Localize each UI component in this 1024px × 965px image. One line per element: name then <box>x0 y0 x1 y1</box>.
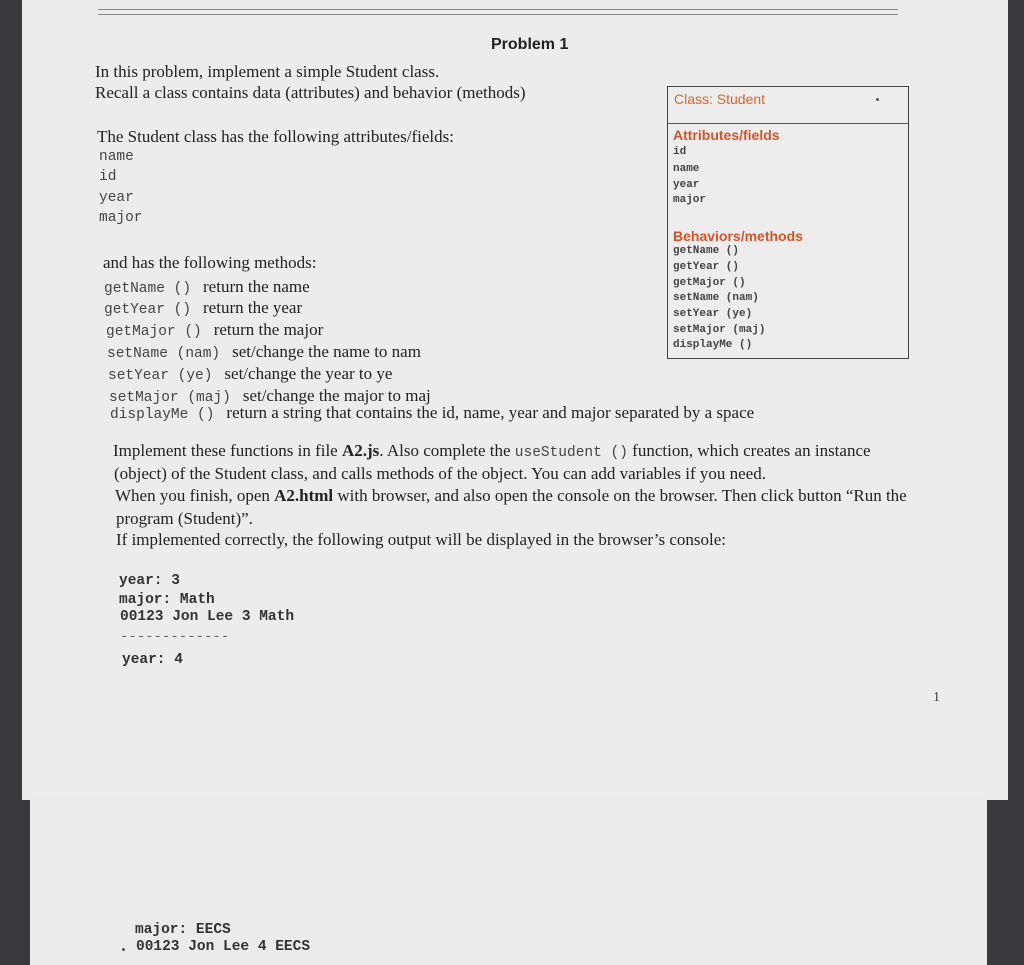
file-name: A2.js <box>341 441 380 460</box>
method-row <box>108 364 392 384</box>
methods-label: Behaviors/methods <box>673 228 803 244</box>
method-signature: getYear () <box>104 302 192 318</box>
attribute-item: id <box>99 169 117 185</box>
class-method: getName () <box>673 245 740 257</box>
class-attribute: name <box>673 163 700 175</box>
intro-line: Recall a class contains data (attributes) and behavior (methods) <box>95 83 526 102</box>
method-signature: getName () <box>104 281 192 297</box>
method-signature: setYear (ye) <box>108 368 213 384</box>
console-output-line: year: 3 <box>119 573 180 589</box>
class-attribute: year <box>673 179 700 191</box>
class-method: getMajor () <box>673 277 746 289</box>
document-page <box>30 796 987 965</box>
instruction-line: program (Student)”. <box>116 509 253 528</box>
attribute-item: major <box>99 210 143 226</box>
method-row <box>110 403 754 423</box>
method-description: return the year <box>203 298 303 317</box>
console-separator: ------------- <box>120 629 230 645</box>
class-attribute: id <box>673 146 687 158</box>
method-description: return the major <box>213 320 324 339</box>
method-row <box>107 342 421 362</box>
page-number: 1 <box>933 690 940 705</box>
method-row <box>104 277 310 297</box>
method-row <box>104 298 302 318</box>
instruction-text: When you finish, open <box>115 486 275 505</box>
attribute-item: name <box>99 149 134 165</box>
attributes-intro: The Student class has the following attributes/fields: <box>97 127 454 146</box>
class-method: displayMe () <box>673 339 753 351</box>
console-output-line: major: EECS <box>135 922 231 938</box>
class-diagram-title: Class: Student <box>674 91 766 107</box>
file-name: A2.html <box>274 486 334 505</box>
function-name: useStudent () <box>514 445 628 461</box>
class-method: setMajor (maj) <box>673 324 766 336</box>
class-diagram-box <box>667 86 909 359</box>
method-row <box>106 320 323 340</box>
intro-line: In this problem, implement a simple Student class. <box>95 62 440 81</box>
class-method: getYear () <box>673 261 740 273</box>
top-rule <box>98 9 898 10</box>
method-description: return a string that contains the id, name, year and major separated by a space <box>226 403 755 422</box>
method-description: set/change the year to ye <box>224 364 393 383</box>
console-output-line: major: Math <box>119 592 215 608</box>
instruction-text: . Also complete the <box>379 441 515 460</box>
instruction-line <box>115 486 907 506</box>
top-rule <box>98 14 898 15</box>
methods-intro: and has the following methods: <box>103 253 317 272</box>
class-attribute: major <box>673 194 707 206</box>
method-signature: setName (nam) <box>107 346 221 362</box>
speck <box>876 98 879 101</box>
console-output-line: 00123 Jon Lee 3 Math <box>120 609 295 625</box>
class-method: setName (nam) <box>673 292 759 304</box>
instruction-line: If implemented correctly, the following output will be displayed in the browser’s console: <box>116 530 726 549</box>
attribute-item: year <box>99 190 134 206</box>
instruction-text: function, which creates an instance <box>627 441 871 460</box>
method-signature: setMajor (maj) <box>109 390 231 406</box>
class-method: setYear (ye) <box>673 308 753 320</box>
method-signature: getMajor () <box>106 324 202 340</box>
method-description: set/change the major to maj <box>242 386 431 405</box>
instruction-text: with browser, and also open the console on the browser. Then click button “Run the <box>333 486 907 505</box>
attributes-label: Attributes/fields <box>673 127 780 143</box>
instruction-line: (object) of the Student class, and calls methods of the object. You can add variables if you need. <box>114 464 766 483</box>
method-signature: displayMe () <box>110 407 215 423</box>
console-output-line: 00123 Jon Lee 4 EECS <box>136 939 311 955</box>
instruction-text: Implement these functions in file <box>113 441 342 460</box>
method-description: return the name <box>203 277 310 296</box>
instruction-line <box>113 441 871 461</box>
method-description: set/change the name to nam <box>232 342 421 361</box>
problem-heading: Problem 1 <box>491 36 569 53</box>
speck <box>122 948 125 951</box>
console-output-line: year: 4 <box>122 652 183 668</box>
